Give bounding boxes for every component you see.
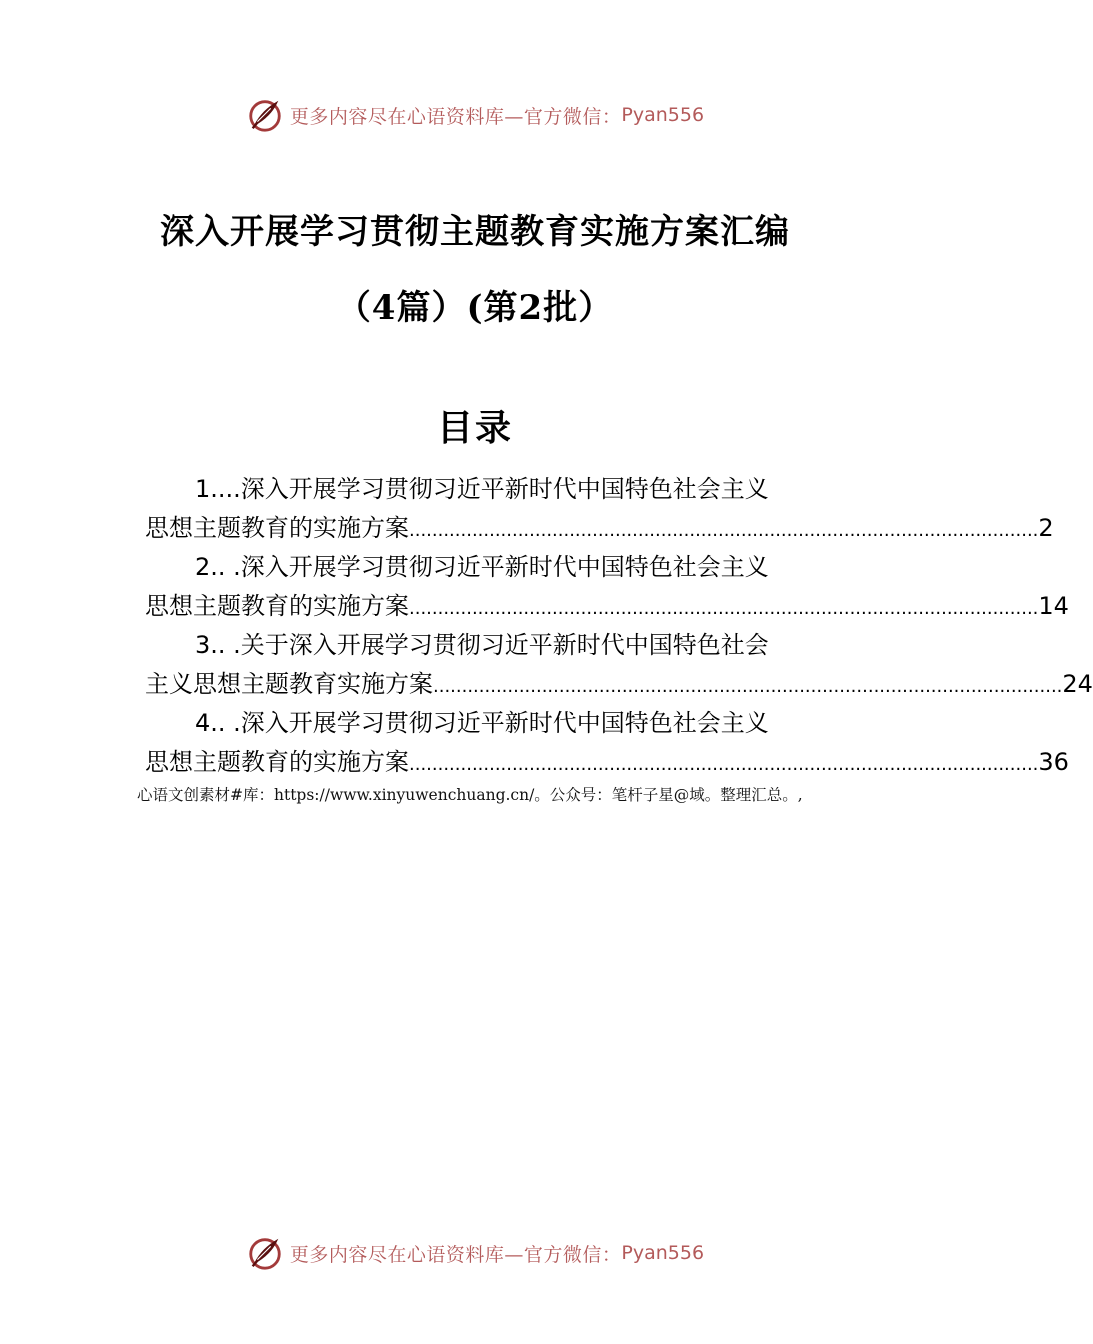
dot-leader: ..............................................................................................................: [409, 520, 1039, 541]
table-of-contents: [145, 470, 1093, 782]
toc-entry-title-continued[interactable]: [145, 509, 1054, 548]
header-banner: [0, 92, 950, 138]
wechat-id: Pyan556: [621, 104, 705, 126]
source-note: 心语文创素材#库：https://www.xinyuwenchuang.cn/。公众号：笔杆子星@域。整理汇总。,: [137, 786, 803, 804]
toc-page-number: 14: [1038, 592, 1069, 620]
toc-entry[interactable]: [145, 704, 1069, 782]
toc-page-number: 2: [1038, 514, 1054, 542]
toc-entry-title-continued[interactable]: [145, 587, 1069, 626]
banner-slogan: 更多内容尽在心语资料库—官方微信：: [289, 105, 622, 128]
toc-entry-title-continued[interactable]: [145, 743, 1069, 782]
toc-entry[interactable]: [145, 470, 1054, 548]
quill-pen-logo: [246, 96, 284, 134]
dot-leader: ..............................................................................................................: [433, 676, 1063, 697]
toc-entry-title-end: 思想主题教育的实施方案: [145, 592, 409, 620]
dot-leader: ..............................................................................................................: [409, 754, 1039, 775]
toc-page-number: 24: [1062, 670, 1093, 698]
toc-entry-title[interactable]: 1....深入开展学习贯彻习近平新时代中国特色社会主义: [195, 475, 769, 503]
dot-leader: ..............................................................................................................: [409, 598, 1039, 619]
toc-entry[interactable]: [145, 548, 1069, 626]
toc-entry-title-end: 思想主题教育的实施方案: [145, 748, 409, 776]
document-title: 深入开展学习贯彻主题教育实施方案汇编: [160, 212, 790, 252]
banner-slogan: 更多内容尽在心语资料库—官方微信：: [289, 1243, 622, 1266]
toc-entry-title[interactable]: 4.. .深入开展学习贯彻习近平新时代中国特色社会主义: [195, 709, 769, 737]
footer-banner: [0, 1230, 950, 1276]
document-subtitle: （4篇）(第2批）: [336, 288, 614, 328]
toc-entry-title-continued[interactable]: [145, 665, 1093, 704]
toc-entry-title-end: 思想主题教育的实施方案: [145, 514, 409, 542]
wechat-id: Pyan556: [621, 1242, 705, 1264]
toc-entry-title[interactable]: 3.. .关于深入开展学习贯彻习近平新时代中国特色社会: [195, 631, 769, 659]
toc-entry-title[interactable]: 2.. .深入开展学习贯彻习近平新时代中国特色社会主义: [195, 553, 769, 581]
quill-pen-logo: [246, 1234, 284, 1272]
toc-entry-title-end: 主义思想主题教育实施方案: [145, 670, 433, 698]
toc-page-number: 36: [1038, 748, 1069, 776]
toc-heading: 目录: [436, 407, 513, 449]
toc-entry[interactable]: [145, 626, 1093, 704]
